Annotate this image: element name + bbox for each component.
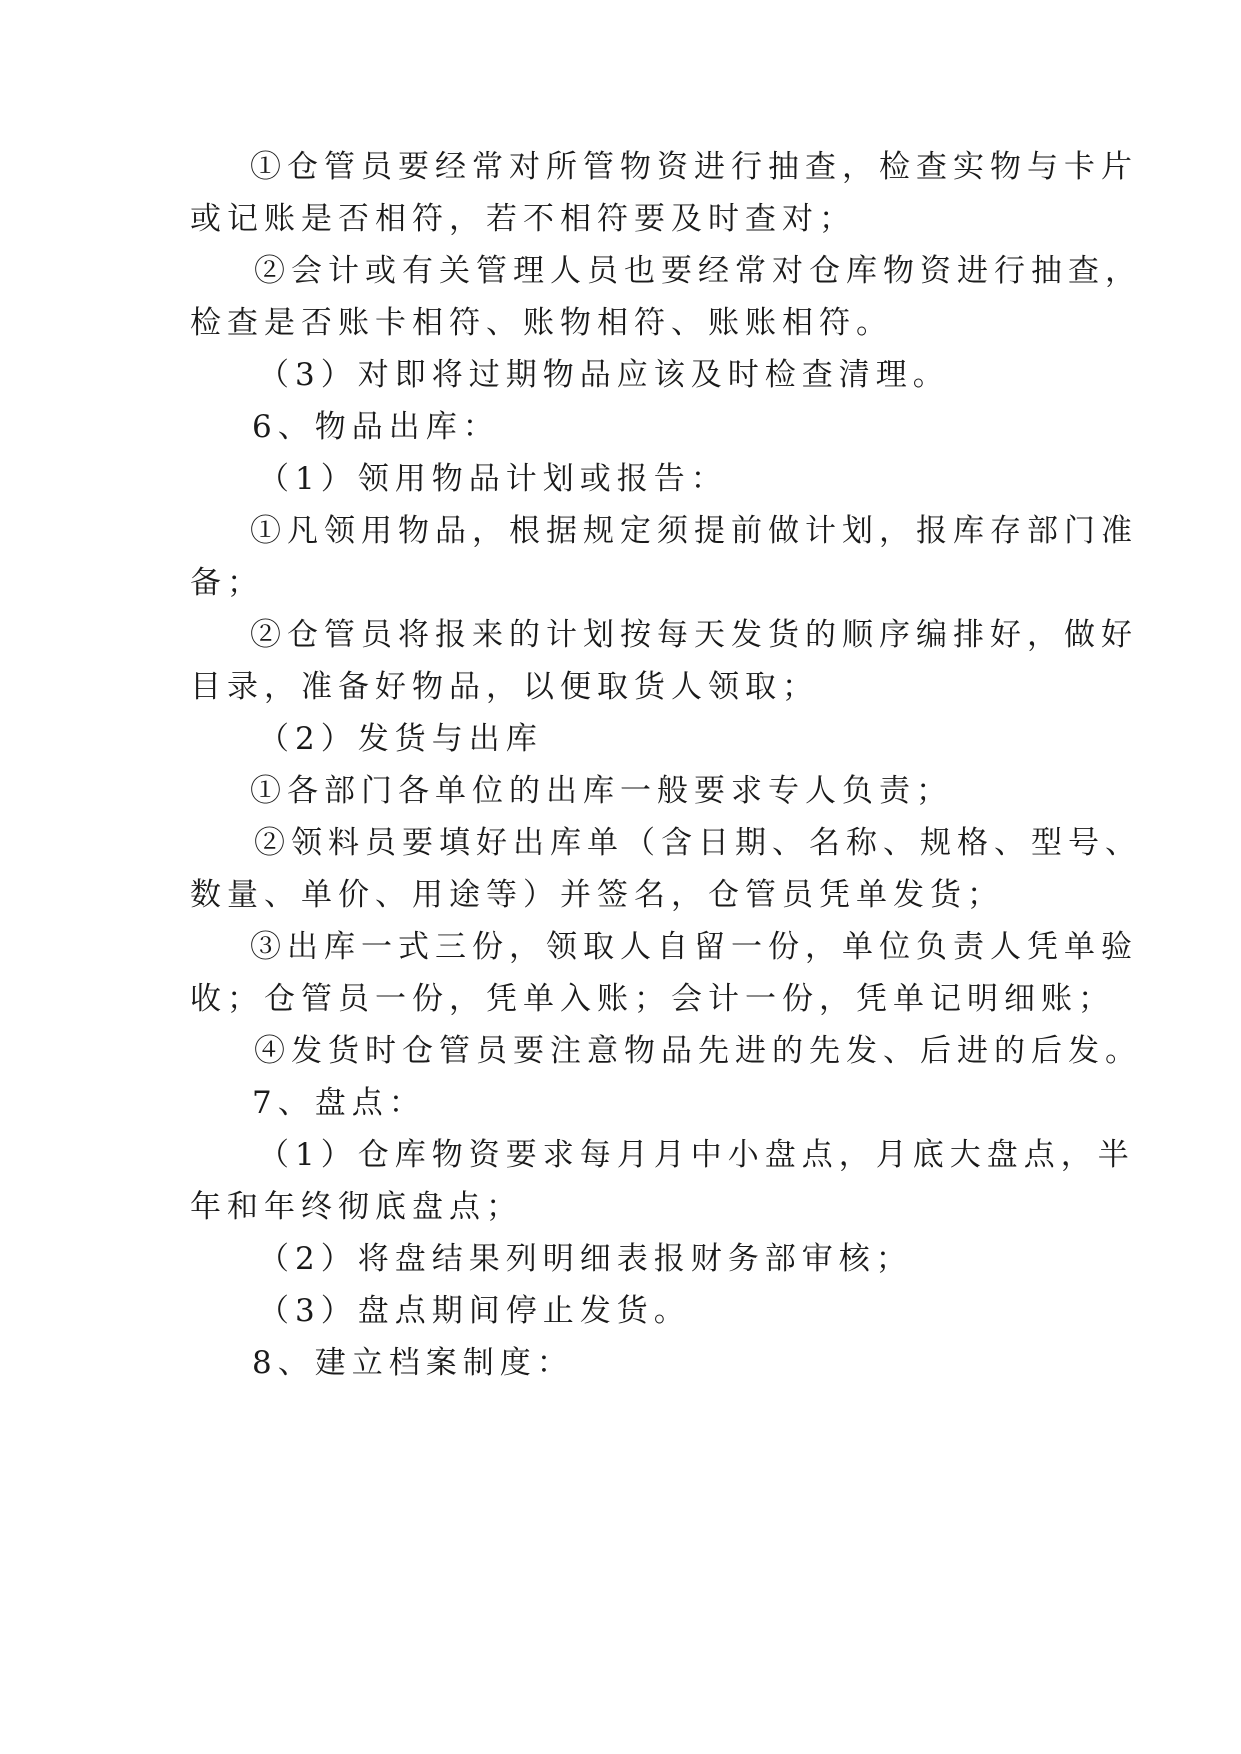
section-heading: 6、物品出库： <box>252 409 500 445</box>
text-line: （2）将盘结果列明细表报财务部审核； <box>258 1241 913 1277</box>
text-line: 数量、单价、用途等）并签名，仓管员凭单发货； <box>190 877 1004 913</box>
text-line: ②会计或有关管理人员也要经常对仓库物资进行抽查， <box>254 253 1142 289</box>
text-line: ②仓管员将报来的计划按每天发货的顺序编排好，做好 <box>250 617 1138 653</box>
text-line: ③出库一式三份，领取人自留一份，单位负责人凭单验 <box>250 929 1138 965</box>
text-line: 目录，准备好物品，以便取货人领取； <box>190 669 819 705</box>
text-line: 或记账是否相符，若不相符要及时查对； <box>190 201 856 237</box>
text-line: ④发货时仓管员要注意物品先进的先发、后进的后发。 <box>254 1033 1142 1069</box>
text-line: （1）领用物品计划或报告： <box>258 461 728 497</box>
section-heading: 7、盘点： <box>252 1085 426 1121</box>
text-line: ①各部门各单位的出库一般要求专人负责； <box>250 773 953 809</box>
text-line: 收；仓管员一份，凭单入账；会计一份，凭单记明细账； <box>190 981 1115 1017</box>
section-heading: 8、建立档案制度： <box>252 1345 574 1381</box>
text-line: ①仓管员要经常对所管物资进行抽查，检查实物与卡片 <box>250 149 1138 185</box>
text-line: 年和年终彻底盘点； <box>190 1189 523 1225</box>
text-line: （1）仓库物资要求每月月中小盘点，月底大盘点，半 <box>258 1137 1135 1173</box>
text-line: 检查是否账卡相符、账物相符、账账相符。 <box>190 305 893 341</box>
text-line: 备； <box>190 565 264 601</box>
text-line: ②领料员要填好出库单（含日期、名称、规格、型号、 <box>254 825 1142 861</box>
text-line: （3）盘点期间停止发货。 <box>258 1293 691 1329</box>
text-line: （2）发货与出库 <box>258 721 543 757</box>
text-line: ①凡领用物品，根据规定须提前做计划，报库存部门准 <box>250 513 1138 549</box>
text-line: （3）对即将过期物品应该及时检查清理。 <box>258 357 950 393</box>
